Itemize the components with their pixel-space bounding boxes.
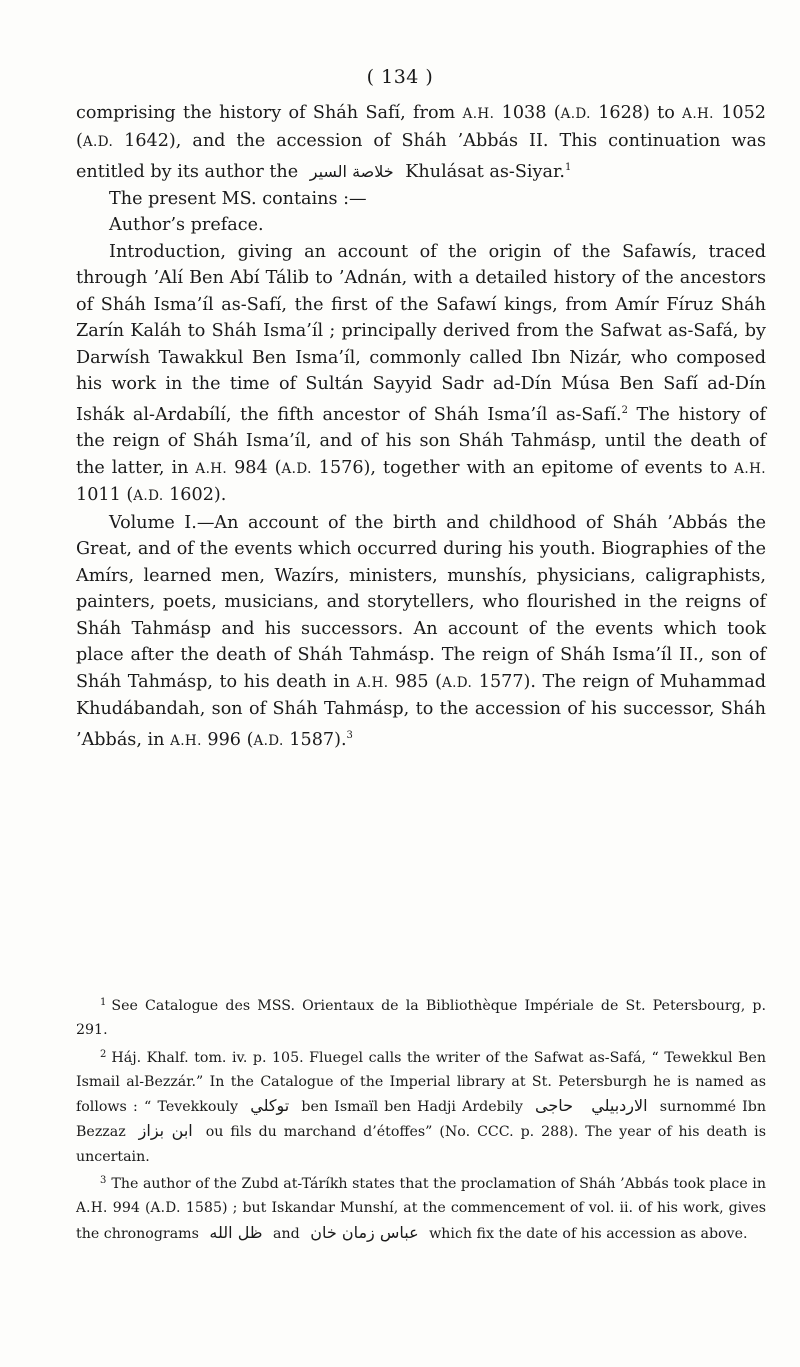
- footnote-reference: 3: [346, 729, 353, 741]
- footnote: [76, 1169, 766, 1246]
- page-number: ( 134 ): [366, 66, 434, 88]
- paragraph: [76, 100, 766, 186]
- era-abbreviation: A.D.: [82, 133, 114, 150]
- arabic-script-text: توكلي: [250, 1096, 290, 1116]
- era-abbreviation: A.D.: [441, 674, 473, 691]
- arabic-script-text: عباس زمان خان: [310, 1222, 419, 1242]
- text-run: The present MS. contains :—: [109, 188, 367, 209]
- footnotes: [76, 991, 766, 1246]
- paragraph: [76, 212, 766, 239]
- era-abbreviation: A.H.: [76, 1200, 108, 1217]
- era-abbreviation: A.H.: [356, 674, 389, 691]
- text-run: The history of the reign of Sháh Isma’íl, and of his son Sháh Tahmásp, until the death of the latter, in: [76, 404, 767, 478]
- text-run: Háj. Khalf. tom. iv. p. 105. Fluegel calls the writer of the Safwat as-Safá, “ Tewekkul Ben Ismail al-Bezzár.” In the Catalogue of the Imperial library at St. Petersburgh he is named as follows : “ Tevekkouly: [76, 1049, 766, 1116]
- era-abbreviation: A.H.: [682, 106, 714, 122]
- text-run: surnommé Ibn Bezzaz: [76, 1099, 766, 1141]
- text-run: Khulásat as-Siyar.: [399, 162, 566, 182]
- era-abbreviation: A.D.: [281, 460, 312, 477]
- text-run: ben Ismaïl ben Hadji Ardebily: [295, 1099, 530, 1116]
- era-abbreviation: A.D.: [253, 732, 284, 749]
- paragraph: [76, 186, 766, 213]
- text-run: See Catalogue des MSS. Orientaux de la Bibliothèque Impériale de St. Petersbourg, p. 291.: [76, 998, 766, 1039]
- text-run: ou fils du marchand d’étoffes” (No. CCC. p. 288). The year of his death is uncertain.: [76, 1124, 766, 1165]
- arabic-script-text: ظل الله: [209, 1222, 263, 1242]
- footnote-number: 2: [100, 1048, 107, 1060]
- text-run: which fix the date of his accession as above.: [424, 1225, 748, 1242]
- arabic-script-text: ابن بزاز: [138, 1121, 193, 1141]
- text-run: 1577). The reign of Muhammad Khudábandah, son of Sháh Tahmásp, to the accession of his successor, Sháh ’Abbás, in: [76, 671, 766, 750]
- text-run: 1052 (: [76, 103, 766, 151]
- paragraph: [76, 510, 766, 755]
- text-run: 994 (: [107, 1200, 151, 1217]
- text-run: 996 (: [201, 729, 254, 750]
- era-abbreviation: A.D.: [150, 1200, 181, 1217]
- footnote-number: 1: [100, 997, 107, 1008]
- text-run: 1011 (: [76, 485, 134, 505]
- text-run: and: [268, 1225, 305, 1242]
- text-run: The author of the Zubd at-Táríkh states that the proclamation of Sháh ’Abbás took place in: [111, 1176, 766, 1193]
- text-run: 1628) to: [590, 103, 683, 123]
- arabic-script-text: حاجى: [535, 1096, 574, 1116]
- text-run: Author’s preface.: [109, 215, 264, 235]
- text-run: 1602).: [163, 485, 227, 505]
- text-run: 985 (: [388, 671, 442, 692]
- era-abbreviation: A.H.: [170, 732, 202, 749]
- era-abbreviation: A.H.: [462, 106, 495, 122]
- era-abbreviation: A.D.: [560, 106, 591, 122]
- arabic-script-text: الاردبيلي: [591, 1096, 648, 1116]
- text-run: 1576), together with an epitome of events to: [311, 457, 735, 478]
- text-run: 1587).: [283, 729, 347, 750]
- text-run: 1642), and the accession of Sháh ’Abbás II. This continuation was entitled by its author the: [76, 130, 766, 182]
- era-abbreviation: A.H.: [734, 460, 766, 477]
- footnote-number: 3: [100, 1175, 107, 1187]
- footnote: [76, 991, 766, 1043]
- footnote: [76, 1043, 766, 1169]
- footnote-reference: 1: [565, 162, 572, 173]
- main-text: [76, 100, 766, 754]
- text-run: Introduction, giving an account of the origin of the Safawís, traced through ’Alí Ben Abí Tálib to ’Adnán, with a detailed history of the ancestors of Sháh Isma’íl as-Safí, the first of the Safawí kings, from Amír Fíruz Sháh Zarín Kaláh to Sháh Isma’íl ; principally derived from the Safwat as-Safá, by Darwísh Tawakkul Ben Isma’íl, commonly called Ibn Nizár, who composed his work in the time of Sultán Sayyid Sadr ad-Dín Músa Ben Safí ad-Dín Ishák al-Ardabílí, the fifth ancestor of Sháh Isma’íl as-Safí.: [76, 241, 766, 425]
- footnote-reference: 2: [621, 404, 628, 416]
- text-run: comprising the history of Sháh Safí, from: [76, 103, 463, 123]
- text-run: 1038 (: [494, 103, 561, 123]
- text-run: Volume I.—An account of the birth and childhood of Sháh ’Abbás the Great, and of the events which occurred during his youth. Biographies of the Amírs, learned men, Wazírs, ministers, munshís, physicians, caligraphists, painters, poets, musicians, and storytellers, who flourished in the reigns of Sháh Tahmásp and his successors. An account of the events which took place after the death of Sháh Tahmásp. The reign of Sháh Isma’íl II., son of Sháh Tahmásp, to his death in: [76, 512, 766, 692]
- arabic-script-text: خلاصة السير: [309, 162, 394, 181]
- text-run: 984 (: [227, 457, 282, 478]
- era-abbreviation: A.H.: [195, 460, 228, 477]
- paragraph: [76, 239, 766, 510]
- text-run: 1585) ; but Iskandar Munshí, at the commencement of vol. ii. of his work, gives the chronograms: [76, 1200, 766, 1242]
- era-abbreviation: A.D.: [133, 488, 164, 504]
